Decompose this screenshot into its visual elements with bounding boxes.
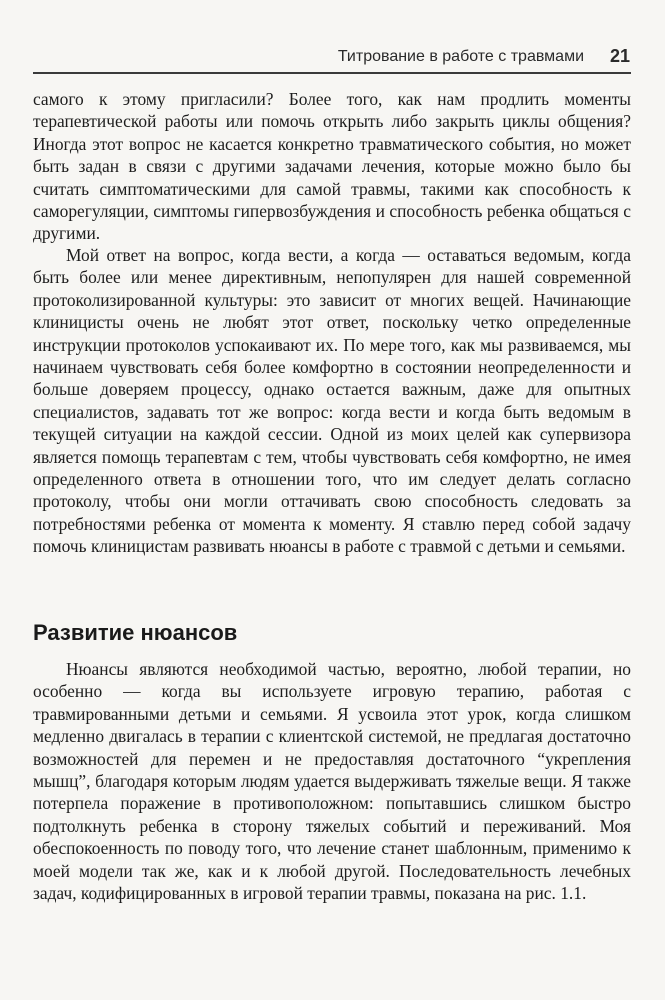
paragraph-answer: Мой ответ на вопрос, когда вести, а когда — оставаться ведомым, когда быть более или менее директивным, непопулярен для нашей современной протоколизированной культуры: это зависит от многих вещей. Начинающие клиницисты очень не любят этот ответ, поскольку четко определенные инструкции протоколов успокаивают их. По мере того, как мы развиваемся, мы начинаем чувствовать себя более комфортно в состоянии неопределенности и больше доверяем процессу, однако остается важным, даже для опытных специалистов, задавать тот же вопрос: когда вести и когда быть ведомым в текущей ситуации на каждой сессии. Одной из моих целей как супервизора является помощь терапевтам с тем, чтобы чувствовать себя комфортно, не имея определенного ответа в отношении того, что им следует делать согласно протоколу, чтобы они могли оттачивать свою способность следовать за потребностями ребенка от момента к моменту. Я ставлю перед собой задачу помочь клиницистам развивать нюансы в работе с травмой с детьми и семьями. — [33, 245, 631, 557]
text-block-top — [33, 88, 631, 245]
section-heading: Развитие нюансов — [33, 620, 238, 645]
running-title: Титрование в работе с травмами — [337, 48, 584, 65]
text-block-middle — [33, 244, 631, 558]
page-number: 21 — [609, 46, 630, 66]
header-rule — [33, 72, 631, 74]
text-block-bottom — [33, 658, 631, 904]
running-header — [300, 46, 630, 70]
paragraph-nuances: Нюансы являются необходимой частью, вероятно, любой терапии, но особенно — когда вы используете игровую терапию, работая с травмированными детьми и семьями. Я усвоила этот урок, когда слишком медленно двигалась в терапии с клиентской системой, не предлагая достаточно возможностей для перемен и не предоставляя достаточного “укрепления мышц”, благодаря которым людям удается выдерживать тяжелые вещи. Я также потерпела поражение в противоположном: попытавшись слишком быстро подтолкнуть ребенка в сторону тяжелых событий и переживаний. Моя обеспокоенность по поводу того, что лечение станет шаблонным, применимо к моей модели так же, как и к любой другой. Последовательность лечебных задач, кодифицированных в игровой терапии травмы, показана на рис. 1.1. — [33, 659, 631, 904]
paragraph-continuation: самого к этому пригласили? Более того, как нам продлить моменты терапевтической работы или помочь открыть либо закрыть циклы общения? Иногда этот вопрос не касается конкретно травматического события, но может быть задан в связи с другими задачами лечения, которые можно было бы считать симптоматическими для самой травмы, такими как способность к саморегуляции, симптомы гипервозбуждения и способность ребенка общаться с другими. — [33, 89, 631, 244]
